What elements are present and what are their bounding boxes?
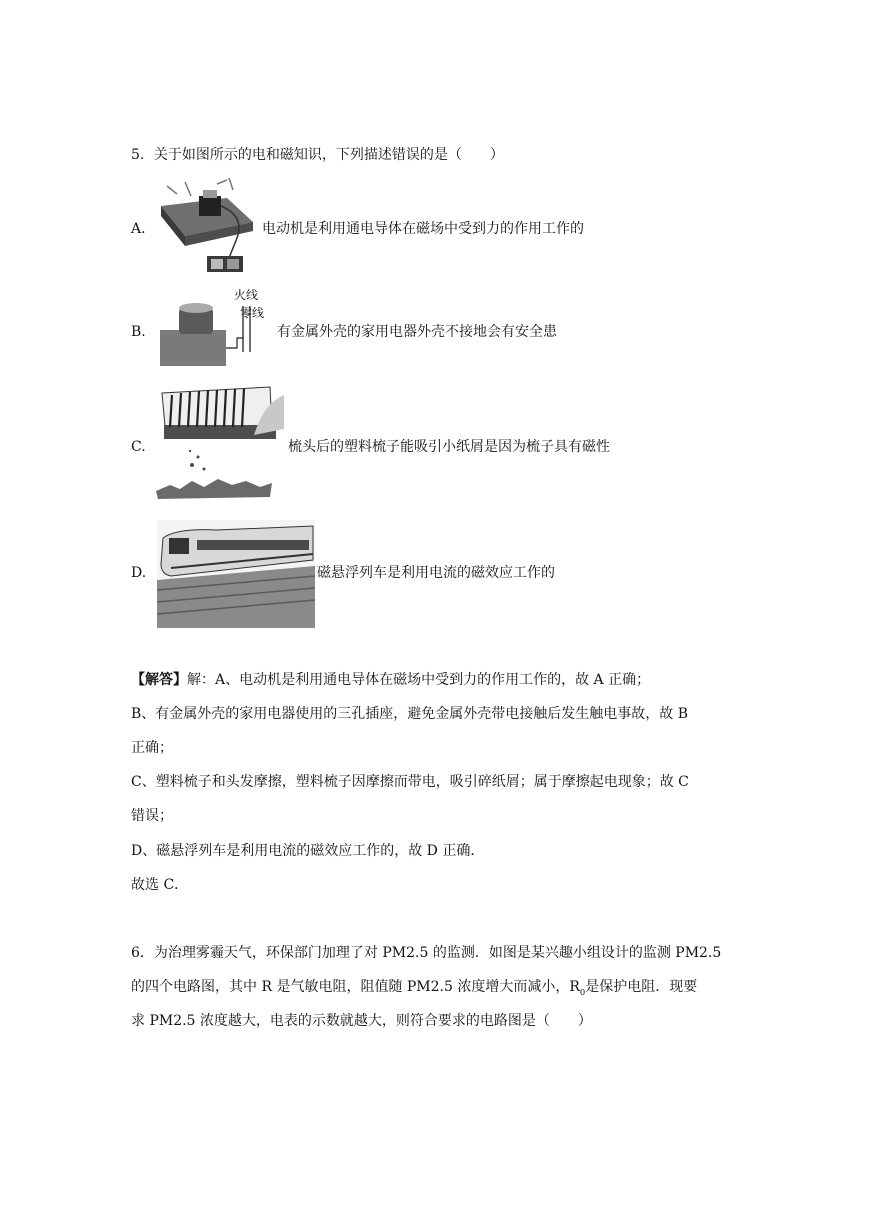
appliance-ground-figure: [157, 286, 277, 370]
answer-line-2: B、有金属外壳的家用电器使用的三孔插座，避免金属外壳带电接触后发生触电事故，故 B: [131, 706, 689, 722]
answer-tag: 【解答】: [131, 672, 187, 688]
option-b-label: B.: [131, 324, 146, 340]
motor-figure: [157, 176, 261, 280]
answer-line-5: 错误；: [131, 808, 173, 824]
live-wire-label: 火线: [234, 288, 259, 302]
question-5-stem: 5．关于如图所示的电和磁知识，下列描述错误的是（ ）: [131, 147, 504, 163]
question-6-line-2-start: 的四个电路图，其中 R 是气敏电阻，阻值随 PM2.5 浓度增大而减小，R: [131, 979, 580, 995]
answer-line-7: 故选 C．: [131, 877, 189, 893]
option-d-label: D.: [131, 565, 147, 581]
question-6-line-2-end: 是保护电阻．现要: [585, 979, 698, 995]
option-c-label: C.: [131, 439, 146, 455]
answer-line-1: [131, 670, 650, 690]
r0-subscript: 0: [579, 986, 586, 997]
neutral-wire-label: 零线: [240, 306, 265, 320]
option-a-label: A.: [131, 221, 146, 237]
comb-paper-figure: [150, 385, 284, 505]
option-c-text: 梳头后的塑料梳子能吸引小纸屑是因为梳子具有磁性: [288, 439, 610, 455]
answer-line-4: C、塑料梳子和头发摩擦，塑料梳子因摩擦而带电，吸引碎纸屑；属于摩擦起电现象；故 C: [131, 774, 689, 790]
option-d-text: 磁悬浮列车是利用电流的磁效应工作的: [317, 565, 555, 581]
answer-line-3: 正确；: [131, 740, 173, 756]
question-6-line-3: 求 PM2.5 浓度越大，电表的示数就越大，则符合要求的电路图是（ ）: [131, 1013, 592, 1029]
option-a-text: 电动机是利用通电导体在磁场中受到力的作用工作的: [262, 221, 584, 237]
option-b-text: 有金属外壳的家用电器外壳不接地会有安全患: [277, 324, 557, 340]
maglev-train-figure: [157, 520, 315, 628]
answer-line-6: D、磁悬浮列车是利用电流的磁效应工作的，故 D 正确．: [131, 843, 485, 859]
question-6-line-2: [131, 977, 697, 1002]
answer-text: 解：A、电动机是利用通电导体在磁场中受到力的作用工作的，故 A 正确；: [187, 672, 651, 688]
question-6-line-1: 6．为治理雾霾天气，环保部门加理了对 PM2.5 的监测．如图是某兴趣小组设计的监测 PM2.5: [131, 945, 722, 961]
